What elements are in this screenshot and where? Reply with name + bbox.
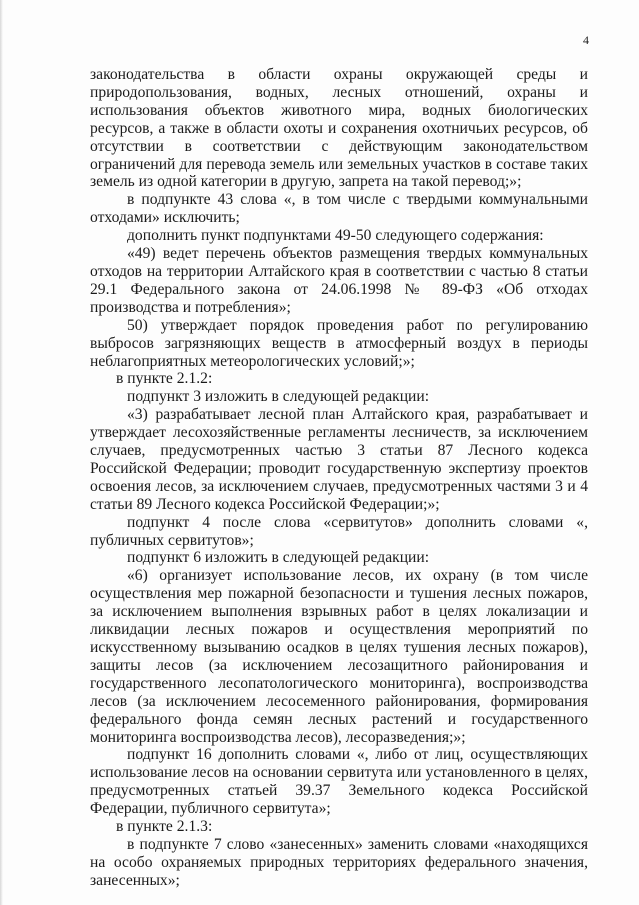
paragraph-subitem-49: «49) ведет перечень объектов размещения твердых коммунальных отходов на территории Алтайского края в соответствии с частью 8 статьи 29.1 Федерального закона от 24.06.1998 № 89-ФЗ «Об отходах производства и потребления»;	[90, 245, 588, 316]
paragraph-item-2-1-2: в пункте 2.1.2:	[116, 370, 213, 388]
paragraph-subitem-50: 50) утверждает порядок проведения работ по регулированию выбросов загрязняющих веществ в атмосферный воздух в периоды неблагоприятных метеорологических условий;»;	[90, 316, 588, 370]
paragraph-subitem-6-intro: подпункт 6 изложить в следующей редакции:	[127, 549, 430, 567]
paragraph-subitem-4: подпункт 4 после слова «сервитутов» дополнить словами «, публичных сервитутов»;	[90, 513, 588, 549]
page-number: 4	[583, 33, 589, 47]
paragraph-subitem-16: подпункт 16 дополнить словами «, либо от лиц, осуществляющих использование лесов на основании сервитута или установленного в целях, предусмотренных статьей 39.37 Земельного кодекса Российской Федерации, публичного сервитута»;	[90, 746, 588, 818]
paragraph-subitem-7: в подпункте 7 слово «занесенных» заменить словами «находящихся на особо охраняемых природных территориях федерального значения, занесенных»;	[90, 835, 588, 889]
paragraph-item-2-1-3: в пункте 2.1.3:	[116, 818, 213, 836]
paragraph-continuation: законодательства в области охраны окружающей среды и природопользования, водных, лесных отношений, охраны и использования объектов животного мира, водных биологических ресурсов, а также в области охоты и сохранения охотничьих ресурсов, об отсутствии в соответствии с действующим законодательством ограничений для перевода земель или земельных участков в составе таких земель из одной категории в другую, запрета на такой перевод;»;	[90, 66, 588, 191]
paragraph-add-subitems: дополнить пункт подпунктами 49-50 следующего содержания:	[127, 227, 544, 245]
paragraph-subitem-43: в подпункте 43 слова «, в том числе с твердыми коммунальными отходами» исключить;	[90, 191, 588, 227]
scan-edge-shadow	[0, 0, 3, 905]
paragraph-subitem-3: «3) разрабатывает лесной план Алтайского края, разрабатывает и утверждает лесохозяйственные регламенты лесничеств, за исключением случаев, предусмотренных частью 3 статьи 87 Лесного кодекса Российской Федерации; проводит государственную экспертизу проектов освоения лесов, за исключением случаев, предусмотренных частями 3 и 4 статьи 89 Лесного кодекса Российской Федерации;»;	[90, 406, 588, 513]
document-body	[90, 66, 588, 890]
paragraph-subitem-3-intro: подпункт 3 изложить в следующей редакции:	[127, 388, 430, 406]
paragraph-subitem-6: «6) организует использование лесов, их охрану (в том числе осуществления мер пожарной безопасности и тушения лесных пожаров, за исключением выполнения взрывных работ в целях локализации и ликвидации лесных пожаров и осуществления мероприятий по искусственному вызыванию осадков в целях тушения лесных пожаров), защиты лесов (за исключением лесозащитного районирования и государственного лесопатологического мониторинга), воспроизводства лесов (за исключением лесосеменного районирования, формирования федерального фонда семян лесных растений и государственного мониторинга воспроизводства лесов), лесоразведения;»;	[90, 567, 588, 746]
